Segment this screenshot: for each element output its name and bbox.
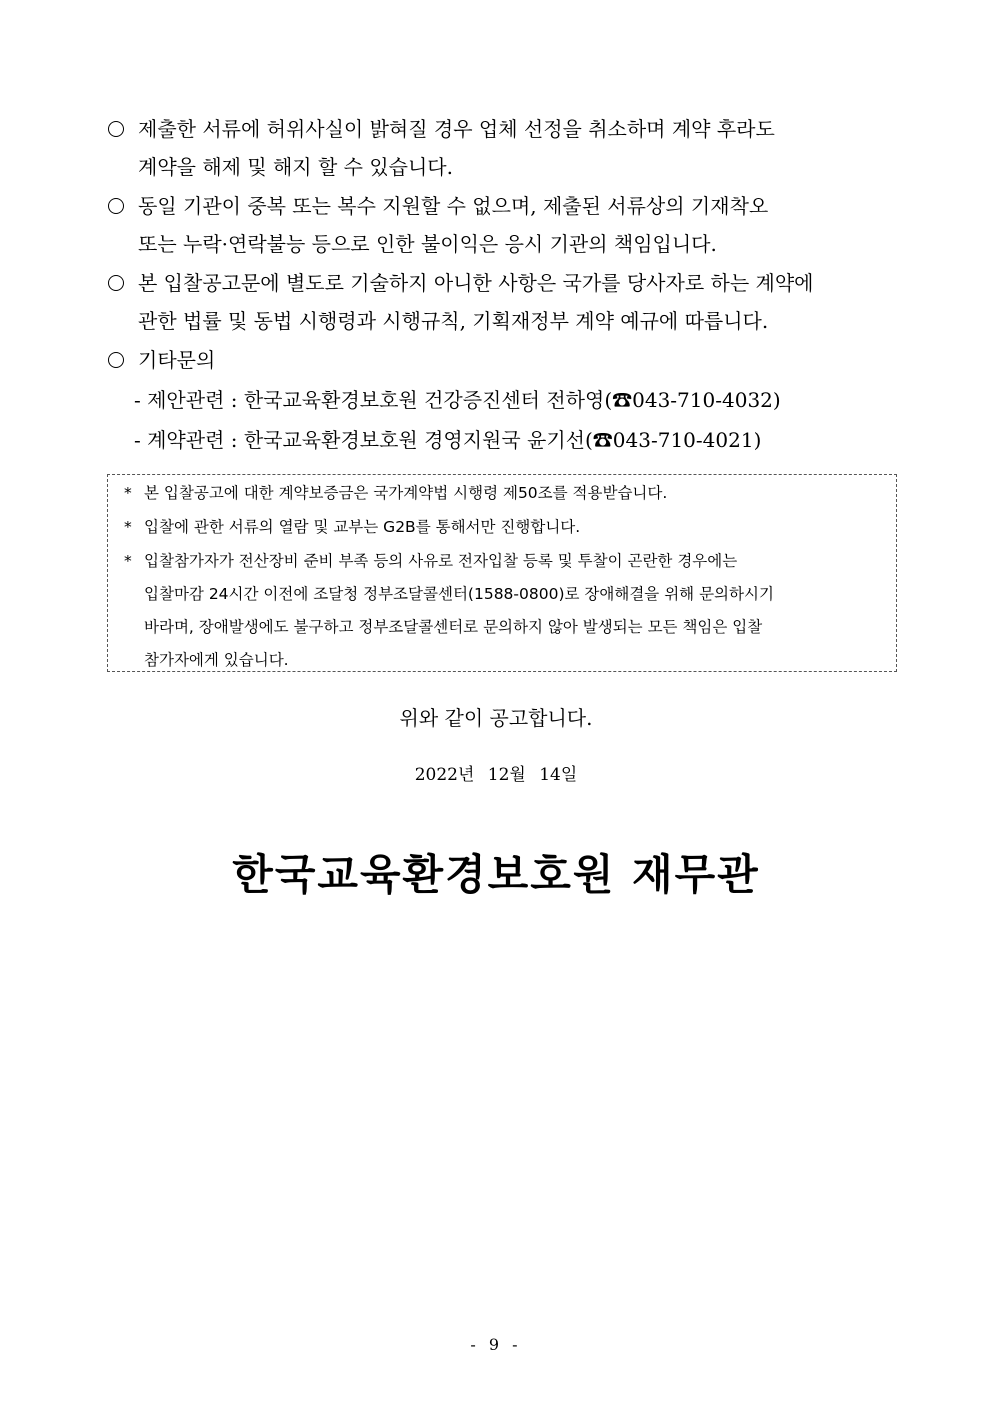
note-text-line: 본 입찰공고에 대한 계약보증금은 국가계약법 시행령 제50조를 적용받습니다. bbox=[144, 484, 668, 502]
notice-box bbox=[107, 474, 897, 672]
bullet-text-line: 본 입찰공고문에 별도로 기술하지 아니한 사항은 국가를 당사자로 하는 계약에 bbox=[138, 271, 814, 295]
bullet-duplicate-application bbox=[108, 187, 898, 263]
contact-proposal: - 제안관련 : 한국교육환경보호원 건강증진센터 전하영(☎043-710-4032) bbox=[134, 388, 781, 412]
bullet-text-line: 동일 기관이 중복 또는 복수 지원할 수 없으며, 제출된 서류상의 기재착오 bbox=[138, 194, 769, 218]
circle-bullet-icon bbox=[108, 275, 124, 291]
closing-statement: 위와 같이 공고합니다. bbox=[399, 706, 593, 730]
note-text-line: 입찰참가자가 전산장비 준비 부족 등의 사유로 전자입찰 등록 및 투찰이 곤란한 경우에는 bbox=[144, 552, 738, 570]
note-text-line: 바라며, 장애발생에도 불구하고 정부조달콜센터로 문의하지 않아 발생되는 모든 책임은 입찰 bbox=[144, 618, 763, 636]
circle-bullet-icon bbox=[108, 121, 124, 137]
bullet-other-inquiries bbox=[108, 341, 898, 379]
bullet-text-line: 관한 법률 및 동법 시행령과 시행규칙, 기획재정부 계약 예규에 따릅니다. bbox=[138, 309, 769, 333]
issuer-signature: 한국교육환경보호원 재무관 bbox=[232, 850, 760, 899]
note-text-line: 입찰에 관한 서류의 열람 및 교부는 G2B를 통해서만 진행합니다. bbox=[144, 518, 581, 536]
note-text-line: 입찰마감 24시간 이전에 조달청 정부조달콜센터(1588-0800)로 장애해결을 위해 문의하시기 bbox=[144, 585, 774, 603]
bullet-false-information bbox=[108, 110, 898, 186]
asterisk-icon: * bbox=[124, 484, 132, 502]
circle-bullet-icon bbox=[108, 198, 124, 214]
note-electronic-bidding bbox=[124, 545, 884, 677]
asterisk-icon: * bbox=[124, 518, 132, 536]
bullet-text-line: 제출한 서류에 허위사실이 밝혀질 경우 업체 선정을 취소하며 계약 후라도 bbox=[138, 117, 775, 141]
contact-contract: - 계약관련 : 한국교육환경보호원 경영지원국 윤기선(☎043-710-4021) bbox=[134, 428, 762, 452]
circle-bullet-icon bbox=[108, 352, 124, 368]
asterisk-icon: * bbox=[124, 552, 132, 570]
bullet-text-line: 또는 누락·연락불능 등으로 인한 불이익은 응시 기관의 책임입니다. bbox=[138, 232, 717, 256]
bullet-text-line: 계약을 해제 및 해지 할 수 있습니다. bbox=[138, 155, 453, 179]
bullet-text-line: 기타문의 bbox=[138, 348, 216, 372]
bullet-applicable-law bbox=[108, 264, 898, 340]
note-g2b bbox=[124, 511, 884, 544]
note-text-line: 참가자에게 있습니다. bbox=[144, 651, 289, 669]
note-deposit bbox=[124, 477, 884, 510]
page-number: - 9 - bbox=[470, 1335, 522, 1354]
announcement-date: 2022년 12월 14일 bbox=[414, 765, 578, 785]
